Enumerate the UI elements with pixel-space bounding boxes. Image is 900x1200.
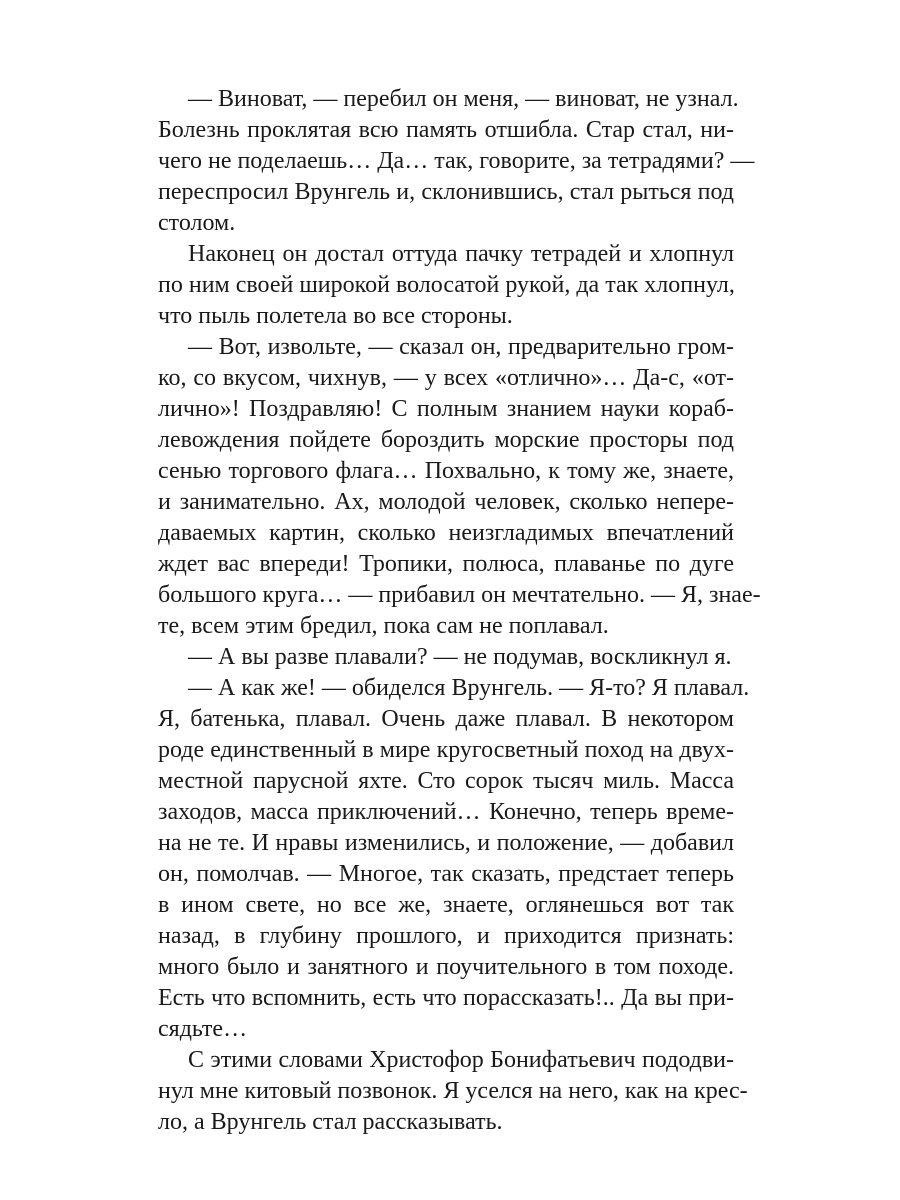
text-line: заходов, масса приключений… Конечно, теперь време- (158, 799, 734, 825)
text-line: что пыль полетела во все стороны. (158, 303, 513, 329)
text-line: — Виноват, — перебил он меня, — виноват, не узнал. (188, 86, 739, 112)
text-line: столом. (158, 210, 236, 236)
text-line: в ином свете, но все же, знаете, оглянешься вот так (158, 892, 734, 918)
text-line: Я, батенька, плавал. Очень даже плавал. В некотором (158, 706, 734, 732)
text-line: на не те. И нравы изменились, и положение, — добавил (158, 830, 734, 856)
text-line: — А вы разве плавали? — не подумав, воскликнул я. (188, 644, 732, 670)
text-line: местной парусной яхте. Сто сорок тысяч миль. Масса (158, 768, 734, 794)
text-line: те, всем этим бредил, пока сам не поплавал. (158, 613, 609, 639)
text-line: назад, в глубину прошлого, и приходится признать: (158, 923, 734, 949)
text-line: сядьте… (158, 1016, 248, 1042)
text-line: по ним своей широкой волосатой рукой, да так хлопнул, (158, 272, 735, 298)
text-line: сенью торгового флага… Похвально, к тому же, знаете, (158, 458, 734, 484)
text-line: — А как же! — обиделся Врунгель. — Я-то? Я плавал. (188, 675, 750, 701)
text-line: ждет вас впереди! Тропики, полюса, плаванье по дуге (158, 551, 734, 577)
book-page (158, 84, 761, 1135)
text-line: ло, а Врунгель стал рассказывать. (158, 1109, 503, 1135)
text-line: роде единственный в мире кругосветный поход на двух- (158, 737, 734, 763)
text-line: чего не поделаешь… Да… так, говорите, за тетрадями? — (158, 148, 755, 174)
text-line: С этими словами Христофор Бонифатьевич пододви- (188, 1047, 734, 1073)
text-line: даваемых картин, сколько неизгладимых впечатлений (158, 520, 734, 546)
text-line: много было и занятного и поучительного в том походе. (158, 954, 734, 980)
text-line: Болезнь проклятая всю память отшибла. Стар стал, ни- (158, 117, 734, 143)
text-line: переспросил Врунгель и, склонившись, стал рыться под (158, 179, 734, 205)
text-line: — Вот, извольте, — сказал он, предварительно гром- (188, 334, 734, 360)
text-line: ко, со вкусом, чихнув, — у всех «отлично»… Да-с, «от- (158, 365, 734, 391)
text-line: большого круга… — прибавил он мечтательно. — Я, знае- (158, 582, 761, 608)
text-line: лично»! Поздравляю! С полным знанием науки кораб- (158, 396, 734, 422)
text-line: он, помолчав. — Многое, так сказать, предстает теперь (158, 861, 734, 887)
text-line: Наконец он достал оттуда пачку тетрадей и хлопнул (188, 241, 734, 267)
text-line: нул мне китовый позвонок. Я уселся на него, как на крес- (158, 1078, 748, 1104)
text-line: левождения пойдете бороздить морские просторы под (158, 427, 734, 453)
text-line: Есть что вспомнить, есть что порассказать!.. Да вы при- (158, 985, 734, 1011)
text-line: и занимательно. Ах, молодой человек, сколько непере- (158, 489, 734, 515)
